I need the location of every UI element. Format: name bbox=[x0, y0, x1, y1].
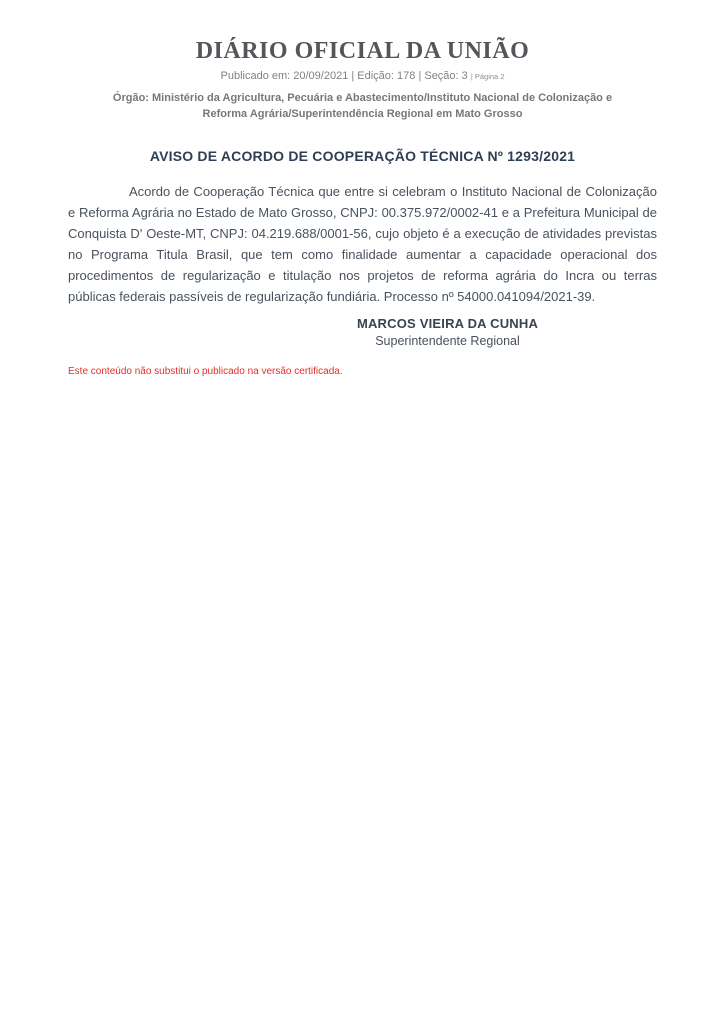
notice-article bbox=[0, 148, 725, 348]
certification-footer bbox=[0, 365, 725, 378]
notice-body: Acordo de Cooperação Técnica que entre si celebram o Instituto Nacional de Colonização e Reforma Agrária no Estado de Mato Grosso, CNPJ: 00.375.972/0002-41 e a Prefeitura Municipal de Conquista D' Oeste-MT, CNPJ: 04.219.688/0001-56, cujo objeto é a execução de atividades previstas no Programa Titula Brasil, que tem como finalidade aumentar a capacidade operacional dos procedimentos de regularização e titulação nos projetos de reforma agrária do Incra ou terras públicas federais passíveis de regularização fundiária. Processo nº 54000.041094/2021-39. bbox=[68, 184, 657, 304]
organ-line: Órgão: Ministério da Agricultura, Pecuária e Abastecimento/Instituto Nacional de Colonização e Reforma Agrária/Superintendência Regional em Mato Grosso bbox=[112, 92, 613, 120]
certification-disclaimer: Este conteúdo não substitui o publicado na versão certificada. bbox=[68, 366, 343, 377]
publication-info: Publicado em: 20/09/2021 | Edição: 178 | Seção: 3 bbox=[220, 70, 468, 82]
publication-meta bbox=[0, 69, 725, 84]
publication-page-number: | Página 2 bbox=[470, 72, 505, 81]
signature-role: Superintendente Regional bbox=[375, 334, 520, 348]
signature-name: MARCOS VIEIRA DA CUNHA bbox=[356, 316, 539, 331]
gazette-title: DIÁRIO OFICIAL DA UNIÃO bbox=[195, 38, 530, 64]
notice-heading: AVISO DE ACORDO DE COOPERAÇÃO TÉCNICA Nº 1293/2021 bbox=[149, 148, 576, 164]
dou-masthead bbox=[0, 0, 725, 122]
signature-block bbox=[170, 316, 725, 348]
